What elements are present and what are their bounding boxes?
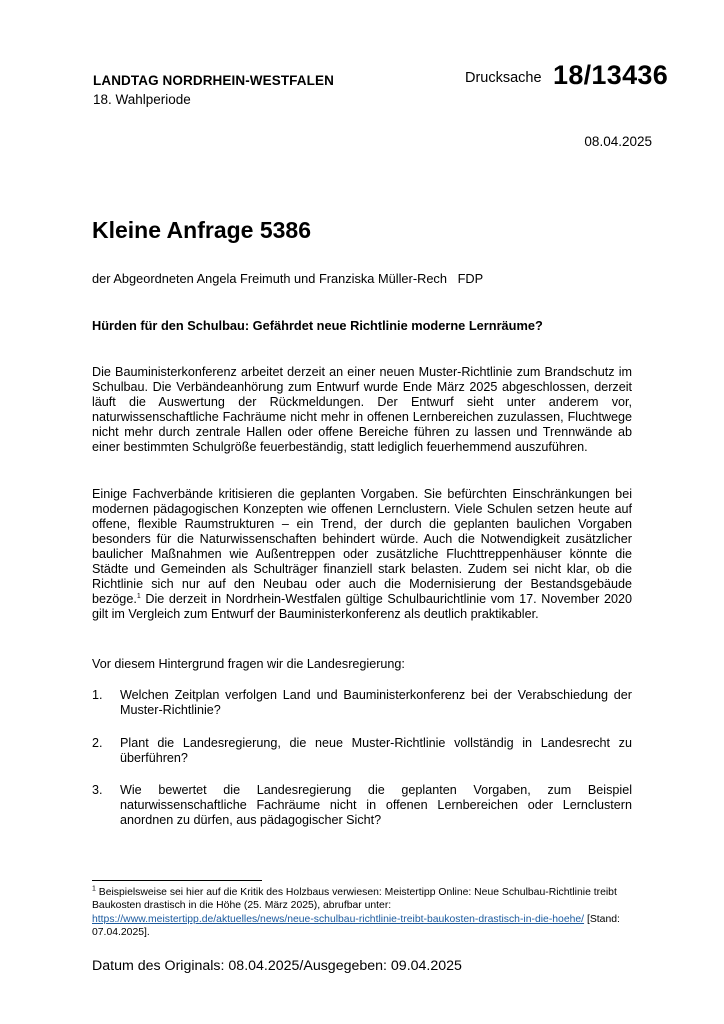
paragraph-2 bbox=[92, 487, 632, 622]
footnote-stand: [Stand: 07.04.2025]. bbox=[92, 913, 620, 939]
parliament-name: LANDTAG NORDRHEIN-WESTFALEN bbox=[93, 73, 334, 88]
footnote-reference[interactable]: 1 bbox=[136, 592, 141, 600]
paragraph-1: Die Bauministerkonferenz arbeitet derzeit an einer neuen Muster-Richtlinie zum Brandschutz im Schulbau. Die Verbändeanhörung zum Entwurf wurde Ende März 2025 abgeschlossen, derzeit läuft die Auswertung der Rückmeldungen. Der Entwurf sieht unter anderem vor, naturwissenschaftliche Fachräume nicht mehr in offenen Lernbereichen zuzulassen, Fluchtwege nicht mehr durch zentrale Hallen oder offene Bereiche führen zu lassen und Trennwände ab einer bestimmten Schulgröße feuerbeständig, statt lediglich feuerhemmend auszuführen. bbox=[92, 365, 632, 454]
drucksache-number: 18/13436 bbox=[553, 60, 669, 90]
original-date-line: Datum des Originals: 08.04.2025/Ausgegeben: 09.04.2025 bbox=[92, 958, 462, 974]
question-text: Wie bewertet die Landesregierung die geplanten Vorgaben, zum Beispiel naturwissenschaftliche Fachräume nicht in offenen Lernbereichen oder Lernclustern anordnen zu dürfen, aus pädagogischer Sicht? bbox=[120, 783, 632, 827]
drucksache-label: Drucksache bbox=[465, 70, 542, 86]
questions-intro: Vor diesem Hintergrund fragen wir die Landesregierung: bbox=[92, 657, 405, 671]
election-period: 18. Wahlperiode bbox=[93, 92, 191, 107]
footnote-text: Beispielsweise sei hier auf die Kritik des Holzbaus verwiesen: Meistertipp Online: Neue Schulbau-Richtlinie treibt Baukosten drastisch in die Höhe (25. März 2025), abrufbar unter: bbox=[92, 887, 617, 912]
authors-line: der Abgeordneten Angela Freimuth und Franziska Müller-Rech FDP bbox=[92, 271, 484, 286]
question-text: Welchen Zeitplan verfolgen Land und Bauministerkonferenz bei der Verabschiedung der Muster-Richtlinie? bbox=[120, 688, 632, 717]
question-number: 1. bbox=[92, 688, 103, 702]
document-title: Kleine Anfrage 5386 bbox=[92, 217, 312, 243]
footnote-marker: 1 bbox=[92, 885, 96, 893]
subject-heading: Hürden für den Schulbau: Gefährdet neue Richtlinie moderne Lernräume? bbox=[92, 318, 543, 333]
footnote bbox=[92, 886, 637, 940]
question-text: Plant die Landesregierung, die neue Muster-Richtlinie vollständig in Landesrecht zu überführen? bbox=[120, 736, 632, 765]
footnote-link[interactable]: https://www.meistertipp.de/aktuelles/news/neue-schulbau-richtlinie-treibt-baukosten-drastisch-in-die-hoehe/ bbox=[92, 913, 585, 925]
document-date: 08.04.2025 bbox=[584, 134, 652, 149]
question-number: 2. bbox=[92, 736, 103, 750]
footnote-divider bbox=[92, 880, 262, 881]
paragraph-2-main: Einige Fachverbände kritisieren die geplanten Vorgaben. Sie befürchten Einschränkungen bei modernen pädagogischen Konzepten wie offenen Lernclustern. Viele Schulen setzen heute auf offene, flexible Raumstrukturen – ein Trend, der durch die geplanten baulichen Vorgaben besonders für die Naturwissenschaften behindert würde. Auch die Notwendigkeit zusätzlicher baulicher Maßnahmen wie Außentreppen oder zusätzliche Fluchttreppenhäuser könnte die Städte und Gemeinden als Schulträger finanziell stark belasten. Zudem sei nicht klar, ob die Richtlinie sich nur auf den Neubau oder auch die Modernisierung der Bestandsgebäude bezöge. bbox=[92, 487, 632, 606]
paragraph-2-end: Die derzeit in Nordrhein-Westfalen gültige Schulbaurichtlinie vom 17. November 2020 gilt im Vergleich zum Entwurf der Bauministerkonferenz als deutlich praktikabler. bbox=[92, 592, 632, 621]
question-number: 3. bbox=[92, 783, 103, 797]
